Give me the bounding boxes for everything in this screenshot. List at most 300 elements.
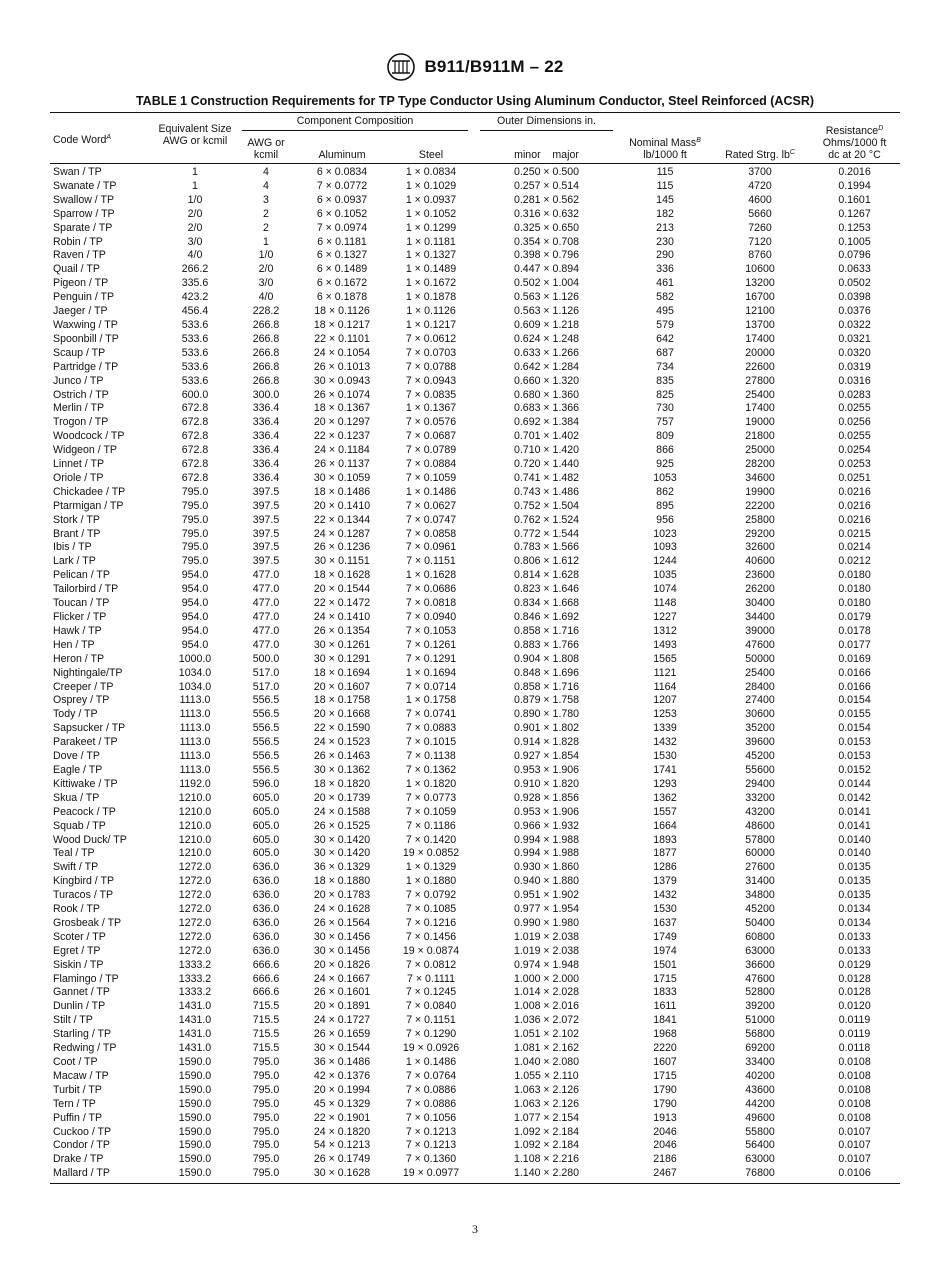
table-row (50, 444, 900, 458)
cell-equivalent-size: 795.0 (181, 499, 209, 512)
cell-steel: 1 × 0.1878 (405, 291, 457, 304)
astm-logo-icon (386, 52, 416, 82)
cell-steel: 1 × 0.1217 (405, 318, 457, 331)
cell-aluminum: 26 × 0.1749 (313, 1153, 371, 1166)
cell-resistance: 0.0253 (838, 458, 871, 471)
cell-steel: 1 × 0.1758 (405, 694, 457, 707)
cell-nominal-mass: 182 (656, 207, 674, 220)
cell-awg-kcmil: 715.5 (252, 1000, 280, 1013)
cell-resistance: 0.0283 (838, 388, 871, 401)
cell-rated-strength: 34800 (745, 889, 775, 902)
cell-equivalent-size: 1/0 (187, 193, 203, 206)
cell-equivalent-size: 1590.0 (178, 1139, 212, 1152)
cell-equivalent-size: 533.6 (181, 360, 209, 373)
cell-code-word: Sparrow / TP (53, 207, 115, 220)
cell-equivalent-size: 1113.0 (179, 694, 211, 707)
cell-resistance: 0.0108 (838, 1097, 871, 1110)
cell-aluminum: 22 × 0.1901 (313, 1111, 371, 1124)
cell-equivalent-size: 1000.0 (178, 652, 212, 665)
cell-equivalent-size: 266.2 (181, 263, 209, 276)
cell-equivalent-size: 1333.2 (178, 986, 212, 999)
cell-steel: 7 × 0.0773 (405, 791, 457, 804)
document-designation: B911/B911M – 22 (424, 57, 564, 76)
cell-resistance: 0.0398 (838, 291, 871, 304)
cell-nominal-mass: 579 (656, 318, 674, 331)
cell-awg-kcmil: 605.0 (252, 819, 280, 832)
cell-resistance: 0.0178 (838, 624, 871, 637)
cell-code-word: Raven / TP (53, 249, 106, 262)
cell-steel: 7 × 0.1085 (405, 903, 457, 916)
cell-aluminum: 18 × 0.1217 (313, 318, 371, 331)
cell-rated-strength: 25800 (745, 513, 775, 526)
table-row (50, 500, 900, 514)
cell-resistance: 0.0108 (838, 1069, 871, 1082)
cell-aluminum: 18 × 0.1628 (313, 569, 371, 582)
cell-awg-kcmil: 666.6 (252, 986, 280, 999)
table-row (50, 1042, 900, 1056)
cell-equivalent-size: 1590.0 (178, 1111, 212, 1124)
table-row (50, 792, 900, 806)
table-row (50, 889, 900, 903)
cell-rated-strength: 22600 (745, 360, 775, 373)
cell-steel: 7 × 0.1245 (405, 986, 457, 999)
cell-resistance: 0.0128 (838, 986, 871, 999)
cell-aluminum: 54 × 0.1213 (313, 1139, 371, 1152)
cell-outer-dimensions: 0.398 × 0.796 (513, 249, 580, 262)
cell-nominal-mass: 757 (656, 416, 674, 429)
cell-code-word: Dove / TP (53, 750, 100, 763)
cell-equivalent-size: 3/0 (187, 235, 203, 248)
cell-equivalent-size: 1034.0 (178, 680, 212, 693)
cell-nominal-mass: 461 (656, 277, 674, 290)
cell-aluminum: 26 × 0.1525 (313, 819, 371, 832)
table-row (50, 416, 900, 430)
cell-equivalent-size: 1431.0 (178, 1014, 212, 1027)
table-row (50, 222, 900, 236)
cell-awg-kcmil: 4/0 (258, 291, 274, 304)
cell-aluminum: 30 × 0.1420 (313, 833, 371, 846)
cell-code-word: Robin / TP (53, 235, 103, 248)
cell-equivalent-size: 1113.0 (179, 763, 211, 776)
cell-outer-dimensions: 0.741 × 1.482 (513, 471, 580, 484)
cell-awg-kcmil: 4 (263, 179, 269, 192)
cell-outer-dimensions: 1.092 × 2.184 (513, 1139, 580, 1152)
cell-nominal-mass: 1493 (653, 638, 677, 651)
cell-outer-dimensions: 0.994 × 1.988 (513, 847, 580, 860)
cell-code-word: Sparate / TP (53, 221, 113, 234)
cell-rated-strength: 44200 (745, 1097, 775, 1110)
cell-nominal-mass: 1530 (653, 750, 677, 763)
cell-resistance: 0.0254 (838, 444, 871, 457)
cell-rated-strength: 57800 (745, 833, 775, 846)
cell-equivalent-size: 533.6 (181, 374, 209, 387)
cell-code-word: Squab / TP (53, 819, 106, 832)
cell-nominal-mass: 1877 (653, 847, 677, 860)
cell-awg-kcmil: 795.0 (252, 1097, 280, 1110)
cell-nominal-mass: 213 (656, 221, 674, 234)
cell-equivalent-size: 1590.0 (178, 1083, 212, 1096)
cell-nominal-mass: 1053 (653, 471, 677, 484)
cell-code-word: Jaeger / TP (53, 305, 108, 318)
table-row (50, 986, 900, 1000)
cell-resistance: 0.0316 (838, 374, 871, 387)
cell-steel: 7 × 0.0612 (405, 332, 457, 345)
cell-code-word: Parakeet / TP (53, 736, 118, 749)
cell-outer-dimensions: 0.953 × 1.906 (513, 805, 580, 818)
cell-nominal-mass: 145 (656, 193, 674, 206)
cell-rated-strength: 27800 (745, 374, 775, 387)
cell-awg-kcmil: 477.0 (252, 638, 280, 651)
cell-rated-strength: 12100 (745, 305, 775, 318)
cell-outer-dimensions: 0.879 × 1.758 (513, 694, 580, 707)
cell-steel: 7 × 0.0789 (405, 444, 457, 457)
cell-steel: 7 × 0.1362 (405, 763, 457, 776)
cell-steel: 7 × 0.1053 (405, 624, 457, 637)
cell-resistance: 0.0180 (838, 569, 871, 582)
cell-equivalent-size: 1 (192, 179, 198, 192)
cell-equivalent-size: 1210.0 (178, 805, 212, 818)
table-row (50, 667, 900, 681)
cell-awg-kcmil: 300.0 (252, 388, 280, 401)
cell-awg-kcmil: 556.5 (252, 736, 280, 749)
cell-steel: 7 × 0.0576 (405, 416, 457, 429)
cell-code-word: Tody / TP (53, 708, 98, 721)
cell-steel: 7 × 0.0686 (405, 583, 457, 596)
table-row (50, 236, 900, 250)
cell-awg-kcmil: 2 (263, 221, 269, 234)
cell-nominal-mass: 1637 (653, 916, 677, 929)
table-row (50, 597, 900, 611)
cell-outer-dimensions: 1.014 × 2.028 (513, 986, 580, 999)
cell-resistance: 0.0179 (838, 611, 871, 623)
cell-steel: 7 × 0.1456 (405, 930, 457, 943)
cell-outer-dimensions: 0.858 × 1.716 (513, 680, 580, 693)
cell-code-word: Swan / TP (53, 166, 102, 178)
cell-outer-dimensions: 1.008 × 2.016 (513, 1000, 580, 1013)
cell-resistance: 0.0135 (838, 861, 871, 874)
cell-equivalent-size: 1210.0 (178, 847, 212, 860)
cell-aluminum: 22 × 0.1590 (313, 722, 371, 735)
cell-resistance: 0.0107 (838, 1125, 871, 1138)
cell-outer-dimensions: 1.108 × 2.216 (513, 1153, 580, 1166)
cell-rated-strength: 56800 (745, 1028, 775, 1041)
cell-outer-dimensions: 0.977 × 1.954 (513, 903, 580, 916)
cell-nominal-mass: 2220 (653, 1042, 677, 1055)
cell-equivalent-size: 423.2 (181, 291, 209, 304)
table-row (50, 291, 900, 305)
cell-resistance: 0.0141 (838, 805, 871, 818)
header-resistance: Resistance$^D$ Ohms/1000 ft dc at 20 °C (809, 113, 900, 164)
cell-steel: 19 × 0.0926 (402, 1042, 460, 1055)
cell-steel: 7 × 0.1420 (405, 833, 457, 846)
cell-code-word: Drake / TP (53, 1153, 104, 1166)
cell-awg-kcmil: 636.0 (252, 930, 280, 943)
cell-code-word: Swanate / TP (53, 179, 117, 192)
cell-aluminum: 26 × 0.1601 (313, 986, 371, 999)
cell-resistance: 0.0153 (838, 736, 871, 749)
cell-awg-kcmil: 596.0 (252, 777, 280, 790)
table-row (50, 249, 900, 263)
cell-aluminum: 20 × 0.1826 (313, 958, 371, 971)
cell-code-word: Puffin / TP (53, 1111, 103, 1124)
cell-outer-dimensions: 0.904 × 1.808 (513, 652, 580, 665)
cell-outer-dimensions: 0.914 × 1.828 (513, 736, 580, 749)
cell-awg-kcmil: 605.0 (252, 847, 280, 860)
cell-equivalent-size: 1113.0 (179, 736, 211, 749)
cell-aluminum: 22 × 0.1237 (313, 430, 371, 443)
cell-resistance: 0.0133 (838, 930, 871, 943)
cell-aluminum: 7 × 0.0974 (316, 221, 368, 234)
cell-resistance: 0.0255 (838, 430, 871, 443)
cell-code-word: Egret / TP (53, 944, 101, 957)
cell-aluminum: 20 × 0.1668 (313, 708, 371, 721)
cell-aluminum: 30 × 0.1059 (313, 471, 371, 484)
cell-nominal-mass: 1286 (653, 861, 677, 874)
cell-code-word: Macaw / TP (53, 1069, 109, 1082)
cell-awg-kcmil: 3 (263, 193, 269, 206)
cell-nominal-mass: 734 (656, 360, 674, 373)
cell-rated-strength: 33200 (745, 791, 775, 804)
cell-code-word: Partridge / TP (53, 360, 119, 373)
cell-aluminum: 18 × 0.1880 (313, 875, 371, 888)
table-row (50, 722, 900, 736)
cell-equivalent-size: 672.8 (181, 471, 209, 484)
cell-equivalent-size: 2/0 (187, 207, 203, 220)
cell-outer-dimensions: 0.930 × 1.860 (513, 861, 580, 874)
cell-code-word: Flicker / TP (53, 611, 107, 623)
cell-nominal-mass: 1121 (653, 666, 677, 679)
cell-nominal-mass: 866 (656, 444, 674, 457)
cell-steel: 7 × 0.0840 (405, 1000, 457, 1013)
cell-resistance: 0.0212 (838, 555, 871, 568)
cell-outer-dimensions: 0.951 × 1.902 (513, 889, 580, 902)
cell-steel: 1 × 0.1181 (406, 235, 456, 248)
cell-equivalent-size: 672.8 (181, 416, 209, 429)
cell-equivalent-size: 1590.0 (154, 1167, 236, 1183)
cell-resistance: 0.0134 (838, 916, 871, 929)
cell-awg-kcmil: 636.0 (252, 861, 280, 874)
table-row (50, 973, 900, 987)
cell-equivalent-size: 1272.0 (178, 861, 212, 874)
cell-outer-dimensions: 0.910 × 1.820 (513, 777, 580, 790)
cell-awg-kcmil: 556.5 (252, 750, 280, 763)
cell-steel: 7 × 0.1216 (405, 916, 457, 929)
cell-awg-kcmil: 556.5 (252, 763, 280, 776)
cell-equivalent-size: 4/0 (187, 249, 203, 262)
cell-code-word: Ostrich / TP (53, 388, 109, 401)
cell-steel: 7 × 0.0886 (405, 1097, 457, 1110)
cell-aluminum: 22 × 0.1101 (314, 332, 370, 345)
cell-code-word: Kingbird / TP (53, 875, 115, 888)
cell-outer-dimensions: 0.447 × 0.894 (513, 263, 580, 276)
cell-resistance: 0.1267 (838, 207, 871, 220)
cell-rated-strength: 13200 (745, 277, 775, 290)
cell-aluminum: 20 × 0.1297 (313, 416, 371, 429)
cell-outer-dimensions: 0.834 × 1.668 (513, 597, 580, 610)
cell-awg-kcmil: 266.8 (252, 374, 280, 387)
cell-awg-kcmil: 477.0 (252, 569, 280, 582)
cell-equivalent-size: 533.6 (181, 332, 209, 345)
cell-steel: 1 × 0.1367 (405, 402, 457, 415)
cell-outer-dimensions: 0.609 × 1.218 (513, 318, 580, 331)
cell-resistance: 0.0154 (838, 694, 871, 707)
cell-nominal-mass: 1093 (653, 541, 677, 554)
cell-outer-dimensions: 1.000 × 2.000 (513, 972, 580, 985)
cell-aluminum: 24 × 0.1287 (313, 527, 371, 540)
cell-equivalent-size: 1272.0 (178, 944, 212, 957)
cell-rated-strength: 7120 (748, 235, 772, 248)
cell-resistance: 0.0153 (838, 750, 871, 763)
table-body (50, 164, 900, 1184)
cell-outer-dimensions: 0.953 × 1.906 (513, 763, 580, 776)
cell-aluminum: 6 × 0.1052 (316, 207, 368, 220)
cell-rated-strength: 45200 (745, 903, 775, 916)
cell-outer-dimensions: 0.772 × 1.544 (513, 527, 580, 540)
cell-steel: 7 × 0.1186 (406, 819, 456, 832)
cell-resistance: 0.0169 (838, 652, 871, 665)
cell-equivalent-size: 1272.0 (178, 889, 212, 902)
cell-awg-kcmil: 336.4 (252, 430, 280, 443)
cell-outer-dimensions: 0.783 × 1.566 (513, 541, 580, 554)
cell-aluminum: 20 × 0.1891 (313, 1000, 371, 1013)
cell-nominal-mass: 2467 (619, 1167, 711, 1183)
cell-rated-strength: 55800 (745, 1125, 775, 1138)
cell-code-word: Pigeon / TP (53, 277, 109, 290)
cell-rated-strength: 40200 (745, 1069, 775, 1082)
cell-resistance: 0.0107 (838, 1139, 871, 1152)
cell-outer-dimensions: 0.325 × 0.650 (513, 221, 580, 234)
cell-outer-dimensions: 0.692 × 1.384 (513, 416, 580, 429)
cell-code-word: Grosbeak / TP (53, 916, 122, 929)
cell-resistance: 0.0216 (838, 513, 871, 526)
cell-nominal-mass: 862 (656, 485, 674, 498)
cell-outer-dimensions: 0.752 × 1.504 (513, 499, 580, 512)
cell-nominal-mass: 1432 (653, 889, 677, 902)
cell-outer-dimensions: 0.316 × 0.632 (513, 207, 580, 220)
cell-outer-dimensions: 0.940 × 1.880 (513, 875, 580, 888)
cell-aluminum: 24 × 0.1820 (313, 1125, 371, 1138)
cell-outer-dimensions: 0.660 × 1.320 (513, 374, 580, 387)
cell-rated-strength: 10600 (745, 263, 775, 276)
cell-resistance: 0.0142 (838, 791, 871, 804)
table-row (50, 861, 900, 875)
cell-equivalent-size: 795.0 (181, 527, 209, 540)
cell-aluminum: 20 × 0.1544 (313, 583, 371, 596)
cell-code-word: Skua / TP (53, 791, 100, 804)
cell-aluminum: 6 × 0.1181 (317, 235, 367, 248)
header-rated-strength: Rated Strg. $lb^C$ (711, 113, 809, 164)
cell-aluminum: 36 × 0.1329 (313, 861, 371, 874)
cell-code-word: Tailorbird / TP (53, 583, 119, 596)
cell-rated-strength: 16700 (745, 291, 775, 304)
cell-rated-strength: 8760 (748, 249, 772, 262)
cell-outer-dimensions: 1.081 × 2.162 (513, 1042, 580, 1055)
cell-outer-dimensions: 1.140 × 2.280 (474, 1167, 619, 1183)
cell-nominal-mass: 1148 (653, 597, 677, 610)
table-row (50, 569, 900, 583)
cell-aluminum: 30 × 0.1456 (313, 930, 371, 943)
cell-resistance: 0.0152 (838, 763, 871, 776)
cell-steel: 7 × 0.1059 (405, 805, 457, 818)
cell-aluminum: 18 × 0.1758 (313, 694, 371, 707)
cell-aluminum: 20 × 0.1410 (313, 499, 371, 512)
cell-resistance: 0.1601 (838, 193, 871, 206)
cell-nominal-mass: 1741 (653, 763, 677, 776)
cell-aluminum: 20 × 0.1994 (313, 1083, 371, 1096)
cell-nominal-mass: 115 (656, 166, 674, 178)
cell-awg-kcmil: 666.6 (252, 958, 280, 971)
cell-rated-strength: 35200 (745, 722, 775, 735)
cell-rated-strength: 60800 (745, 930, 775, 943)
cell-aluminum: 30 × 0.1291 (313, 652, 371, 665)
cell-equivalent-size: 1 (192, 166, 198, 178)
cell-rated-strength: 29200 (745, 527, 775, 540)
cell-rated-strength: 32600 (745, 541, 775, 554)
cell-aluminum: 20 × 0.1739 (313, 791, 371, 804)
cell-resistance: 0.0502 (838, 277, 871, 290)
cell-rated-strength: 56400 (745, 1139, 775, 1152)
cell-outer-dimensions: 1.055 × 2.110 (514, 1069, 579, 1082)
cell-code-word: Flamingo / TP (53, 972, 119, 985)
cell-awg-kcmil: 477.0 (252, 611, 280, 623)
cell-rated-strength: 45200 (745, 750, 775, 763)
table-row (50, 778, 900, 792)
cell-steel: 7 × 0.1151 (406, 555, 456, 568)
table-row (50, 736, 900, 750)
cell-resistance: 0.0128 (838, 972, 871, 985)
table-row (50, 208, 900, 222)
cell-resistance: 0.2016 (838, 166, 871, 178)
cell-code-word: Creeper / TP (53, 680, 114, 693)
cell-steel: 7 × 0.0943 (405, 374, 457, 387)
cell-outer-dimensions: 0.710 × 1.420 (513, 444, 580, 457)
cell-nominal-mass: 230 (656, 235, 674, 248)
cell-aluminum: 30 × 0.1456 (313, 944, 371, 957)
cell-awg-kcmil: 1 (263, 235, 269, 248)
cell-outer-dimensions: 0.966 × 1.932 (513, 819, 580, 832)
cell-code-word: Scoter / TP (53, 930, 106, 943)
cell-steel: 1 × 0.1672 (405, 277, 457, 290)
table-row (50, 1126, 900, 1140)
cell-code-word: Quail / TP (53, 263, 100, 276)
header-awg-kcmil: AWG or kcmil (247, 137, 285, 161)
cell-nominal-mass: 1501 (653, 958, 677, 971)
table-row (50, 347, 900, 361)
cell-equivalent-size: 1210.0 (178, 833, 212, 846)
cell-nominal-mass: 1557 (653, 805, 677, 818)
cell-nominal-mass: 1432 (653, 736, 677, 749)
table-row (50, 486, 900, 500)
cell-awg-kcmil: 228.2 (252, 305, 280, 318)
cell-rated-strength: 17400 (745, 402, 775, 415)
cell-equivalent-size: 954.0 (181, 583, 209, 596)
cell-aluminum: 30 × 0.0943 (313, 374, 371, 387)
cell-equivalent-size: 600.0 (181, 388, 209, 401)
cell-outer-dimensions: 1.063 × 2.126 (513, 1097, 580, 1110)
cell-resistance: 0.0144 (838, 777, 871, 790)
table-row (50, 1167, 900, 1183)
cell-resistance: 0.0796 (838, 249, 871, 262)
cell-rated-strength: 39000 (745, 624, 775, 637)
cell-code-word: Osprey / TP (53, 694, 110, 707)
cell-code-word: Ibis / TP (53, 541, 92, 554)
cell-rated-strength: 17400 (745, 332, 775, 345)
cell-awg-kcmil: 795.0 (252, 1056, 280, 1068)
cell-awg-kcmil: 397.5 (252, 541, 280, 554)
cell-nominal-mass: 835 (656, 374, 674, 387)
cell-rated-strength: 36600 (745, 958, 775, 971)
table-row (50, 375, 900, 389)
